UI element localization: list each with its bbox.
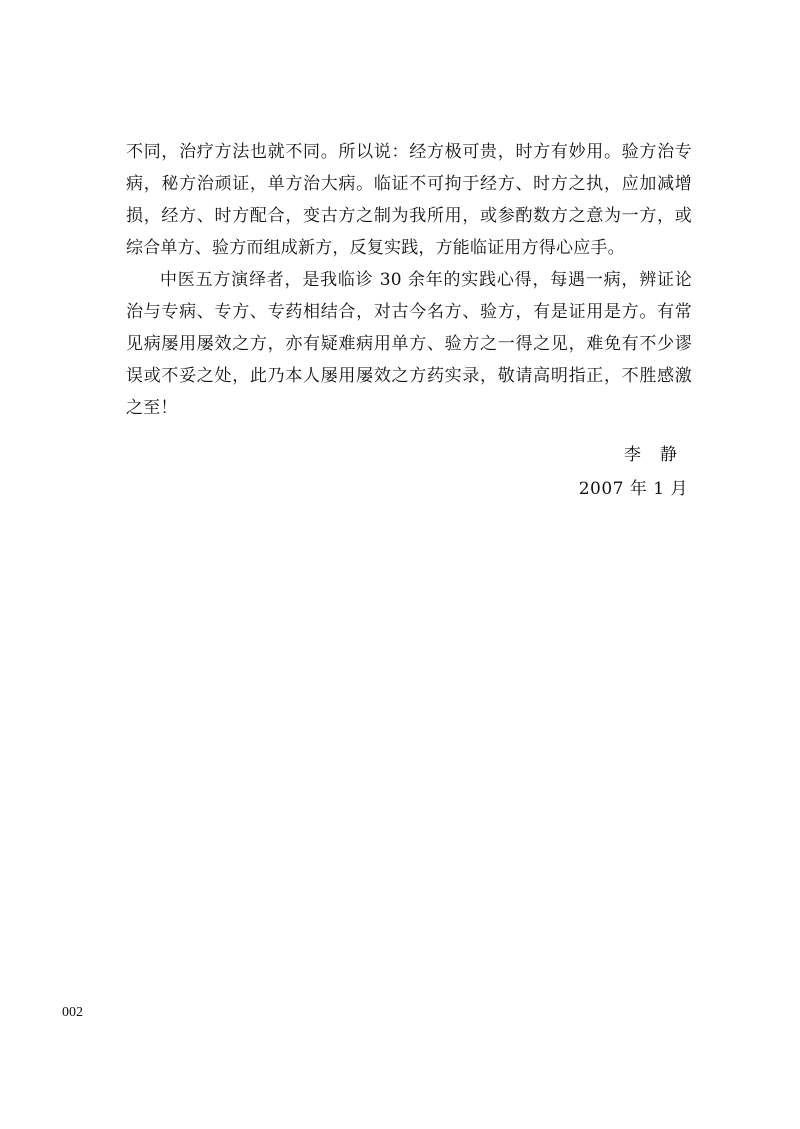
paragraph-author-note: 中医五方演绎者，是我临诊 30 余年的实践心得，每遇一病，辨证论治与专病、专方、专药相结合，对古今名方、验方，有是证用是方。有常见病屡用屡效之方，亦有疑难病用单方、验方之一得之见，难免有不少谬误或不妥之处，此乃本人屡用屡效之方药实录，敬请高明指正，不胜感激之至！ [126,270,692,418]
paragraph-continuation: 不同，治疗方法也就不同。所以说：经方极可贵，时方有妙用。验方治专病，秘方治顽证，单方治大病。临证不可拘于经方、时方之执，应加减增损，经方、时方配合，变古方之制为我所用，或参酌数方之意为一方，或综合单方、验方而组成新方，反复实践，方能临证用方得心应手。 [126,142,692,258]
signature-date: 2007 年 1 月 [578,479,688,499]
body-text [126,136,692,424]
author-name: 李 静 [624,445,678,465]
signature-block [579,438,688,506]
page-number: 002 [62,1005,83,1020]
